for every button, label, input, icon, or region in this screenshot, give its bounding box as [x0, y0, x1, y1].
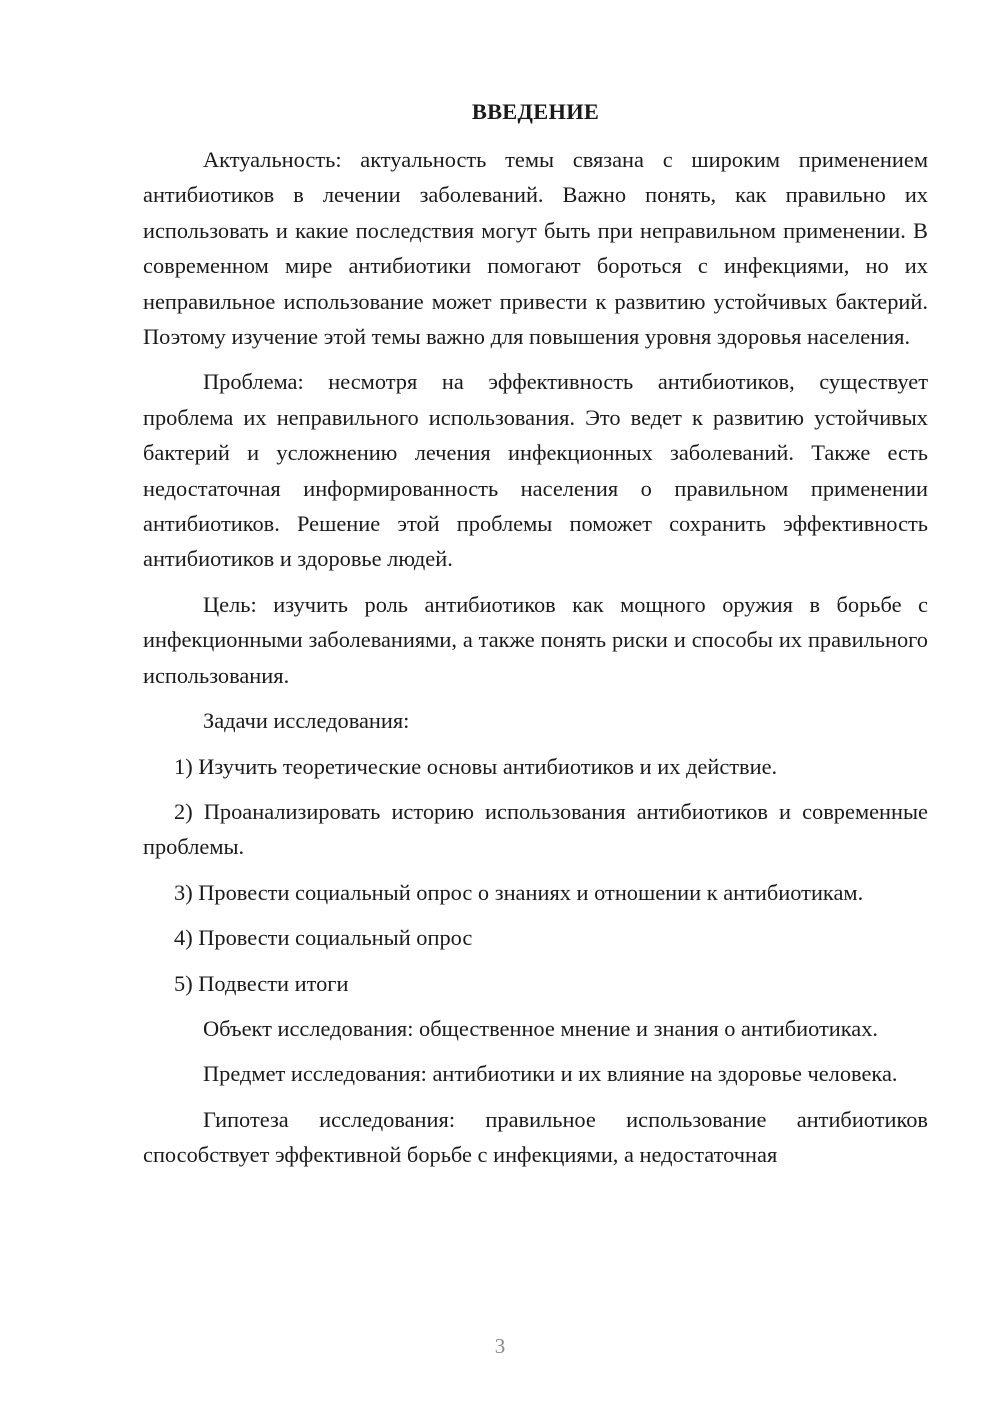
- task-item-2: 2) Проанализировать историю использования антибиотиков и современные проблемы.: [143, 798, 928, 860]
- page-title: ВВЕДЕНИЕ: [471, 99, 600, 124]
- paragraph-tasks-heading: Задачи исследования:: [203, 708, 410, 734]
- paragraph-goal: Цель: изучить роль антибиотиков как мощного оружия в борьбе с инфекционными заболеваниями, а также понять риски и способы их правильного использования.: [143, 591, 928, 688]
- task-item-1: 1) Изучить теоретические основы антибиотиков и их действие.: [174, 753, 778, 779]
- task-item-3: 3) Провести социальный опрос о знаниях и отношении к антибиотикам.: [174, 879, 864, 905]
- paragraph-object: Объект исследования: общественное мнение и знания о антибиотиках.: [203, 1015, 879, 1041]
- page-number: 3: [494, 1334, 506, 1358]
- paragraph-subject: Предмет исследования: антибиотики и их влияние на здоровье человека.: [203, 1061, 898, 1087]
- paragraph-problem: Проблема: несмотря на эффективность антибиотиков, существует проблема их неправильного использования. Это ведет к развитию устойчивых бактерий и усложнению лечения инфекционных заболеваний. Также есть недостаточная информированность населения о правильном применении антибиотиков. Решение этой проблемы поможет сохранить эффективность антибиотиков и здоровье людей.: [143, 369, 928, 572]
- task-item-5: 5) Подвести итоги: [174, 970, 349, 996]
- paragraph-relevance: Актуальность: актуальность темы связана с широким применением антибиотиков в лечении заболеваний. Важно понять, как правильно их использовать и какие последствия могут быть при неправильном применении. В современном мире антибиотики помогают бороться с инфекциями, но их неправильное использование может привести к развитию устойчивых бактерий. Поэтому изучение этой темы важно для повышения уровня здоровья населения.: [143, 147, 928, 350]
- task-item-4: 4) Провести социальный опрос: [174, 925, 473, 951]
- paragraph-hypothesis: Гипотеза исследования: правильное использование антибиотиков способствует эффективной борьбе с инфекциями, а недостаточная: [143, 1106, 928, 1168]
- body-text: [143, 142, 928, 1183]
